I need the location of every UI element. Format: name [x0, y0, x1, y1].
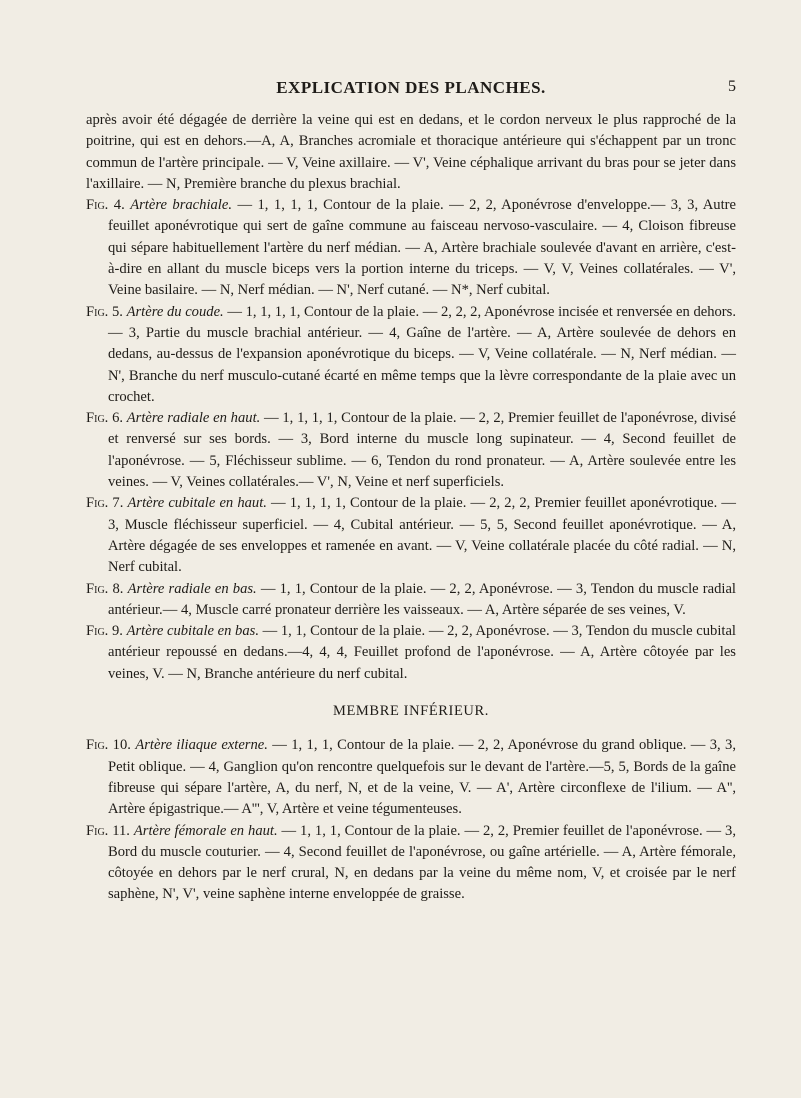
figure-legend: — 1, 1, Contour de la plaie. — 2, 2, Aponévrose. — 3, Tendon du muscle cubital antérieur repoussé en dedans.—4, 4, 4, Feuillet profond de l'aponévrose. — A, Artère côtoyée par les veines, V. — N, Branche antérieure du nerf cubital. — [108, 623, 736, 682]
figure-number: Fig. 8. — [86, 580, 124, 597]
figure-number: Fig. 4. — [86, 197, 125, 214]
figure-number: Fig. 9. — [86, 623, 123, 640]
figure-8-entry — [86, 579, 736, 622]
body-text — [86, 110, 736, 906]
figure-7-entry — [86, 493, 736, 578]
figure-title: Artère radiale en bas. — [127, 580, 257, 597]
figure-legend: — 1, 1, 1, 1, Contour de la plaie. — 2, 2, 2, Premier feuillet aponévrotique. — 3, Muscle fléchisseur superficiel. — 4, Cubital antérieur. — 5, 5, Second feuillet aponévrotique. — A, Artère dégagée de ses enveloppes et ramenée en avant. — V, Veine collatérale placée du côté radial. — N, Nerf cubital. — [108, 495, 736, 576]
figure-legend: — 1, 1, 1, 1, Contour de la plaie. — 2, 2, 2, Aponévrose incisée et renversée en dehors. — 3, Partie du muscle brachial antérieur. — 4, Gaîne de l'artère. — A, Artère soulevée de dehors en dedans, au-dessus de l'expansion aponévrotique du biceps. — V, Veine collatérale. — N, Nerf médian. — N', Branche du nerf musculo-cutané écarté en même temps que la lèvre correspondante de la plaie avec un crochet. — [108, 303, 736, 405]
figure-title: Artère brachiale. — [130, 197, 232, 214]
figure-number: Fig. 11. — [86, 822, 130, 839]
figure-10-entry — [86, 735, 736, 820]
figure-5-entry — [86, 302, 736, 408]
figure-title: Artère cubitale en bas. — [126, 623, 259, 640]
figure-9-entry — [86, 621, 736, 685]
figure-legend: — 1, 1, Contour de la plaie. — 2, 2, Aponévrose. — 3, Tendon du muscle radial antérieur.— 4, Muscle carré pronateur derrière les vaisseaux. — A, Artère séparée de ses veines, V. — [108, 580, 736, 618]
figure-legend: — 1, 1, 1, 1, Contour de la plaie. — 2, 2, Aponévrose d'enveloppe.— 3, 3, Autre feuillet aponévrotique qui sert de gaîne commune au faisceau nervoso-vasculaire. — 4, Cloison fibreuse qui sépare habituellement l'artère du nerf médian. — A, Artère brachiale soulevée d'avant en arrière, c'est-à-dire en allant du muscle biceps vers la portion interne du triceps. — V, V, Veines collatérales. — V', Veine basilaire. — N, Nerf médian. — N', Nerf cutané. — N*, Nerf cubital. — [108, 197, 736, 299]
figure-number: Fig. 10. — [86, 737, 131, 754]
figure-11-entry — [86, 821, 736, 906]
figure-number: Fig. 6. — [86, 410, 124, 427]
figure-title: Artère du coude. — [126, 303, 224, 320]
figure-legend: — 1, 1, 1, 1, Contour de la plaie. — 2, 2, Premier feuillet de l'aponévrose, divisé et renversé sur ses bords. — 3, Bord interne du muscle long supinateur. — 4, Second feuillet de l'aponévrose. — 5, Fléchisseur sublime. — 6, Tendon du rond pronateur. — A, Artère soulevée entre les veines. — V, Veines collatérales.— V', N, Veine et nerf superficiels. — [108, 410, 736, 491]
figure-title: Artère iliaque externe. — [135, 737, 268, 754]
figure-number: Fig. 5. — [86, 303, 123, 320]
figure-4-entry — [86, 195, 736, 301]
figure-6-entry — [86, 408, 736, 493]
figure-title: Artère radiale en haut. — [126, 410, 261, 427]
figure-legend: — 1, 1, 1, Contour de la plaie. — 2, 2, Aponévrose du grand oblique. — 3, 3, Petit oblique. — 4, Ganglion qu'on rencontre quelquefois sur le devant de l'artère.—5, 5, Bords de la gaîne fibreuse qui sépare l'artère, A, du nerf, N, et de la veine, V. — A', Artère circonflexe de l'ilium. — A'', Artère épigastrique.— A''', V, Artère et veine tégumenteuses. — [108, 737, 736, 818]
figure-legend: — 1, 1, 1, Contour de la plaie. — 2, 2, Premier feuillet de l'aponévrose. — 3, Bord du muscle couturier. — 4, Second feuillet de l'aponévrose, ou gaîne artérielle. — A, Artère fémorale, côtoyée en dehors par le nerf crural, N, en dedans par la veine du même nom, V, et croisée par le nerf saphène, N', V', veine saphène interne enveloppée de graisse. — [108, 822, 736, 903]
intro-paragraph: après avoir été dégagée de derrière la veine qui est en dedans, et le cordon nerveux le plus rapproché de la poitrine, qui est en dehors.—A, A, Branches acromiale et thoracique antérieure qui s'échappent par un tronc commun de l'artère principale. — V, Veine axillaire. — V', Veine céphalique arrivant du bras pour se jeter dans l'axillaire. — N, Première branche du plexus brachial. — [86, 112, 736, 192]
page-header — [86, 78, 736, 100]
running-title: EXPLICATION DES PLANCHES. — [276, 78, 546, 97]
page-number: 5 — [728, 78, 736, 95]
section-heading: MEMBRE INFÉRIEUR. — [332, 703, 489, 720]
figure-title: Artère fémorale en haut. — [133, 822, 278, 839]
figure-number: Fig. 7. — [86, 495, 124, 512]
figure-title: Artère cubitale en haut. — [127, 495, 267, 512]
